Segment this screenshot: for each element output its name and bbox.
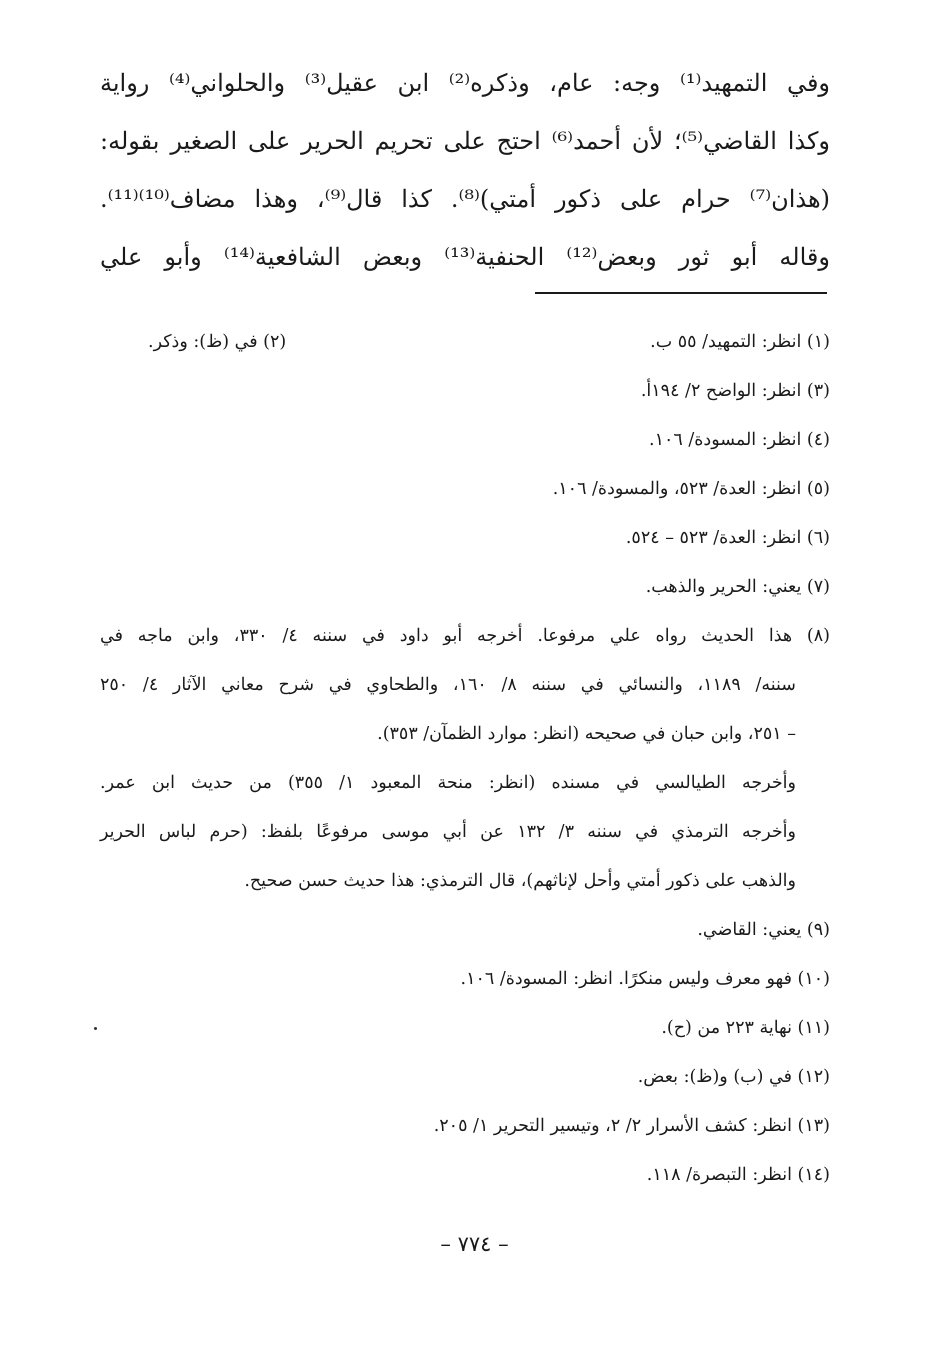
footnote-row <box>100 318 830 367</box>
footnote-3: (٣) انظر: الواضح ٢/ ١٩٤أ. <box>640 381 830 401</box>
footnote-2: (٢) في (ظ): وذكر. <box>148 332 287 352</box>
footnote-8-line: (٨) هذا الحديث رواه علي مرفوعا. أخرجه أبو داود في سننه ٤/ ٣٣٠، وابن ماجه في <box>100 626 830 646</box>
footnote-13: (١٣) انظر: كشف الأسرار ٢/ ٢، وتيسير التحرير ١/ ٢٠٥. <box>433 1116 830 1136</box>
footnote-11: (١١) نهاية ٢٢٣ من (ح). <box>661 1018 830 1038</box>
main-text-line: وقاله أبو ثور وبعض⁽¹²⁾ الحنفية⁽¹³⁾ وبعض الشافعية⁽¹⁴⁾ وأبو علي <box>100 243 830 271</box>
main-text-line: (هذان⁽⁷⁾ حرام على ذكور أمتي)⁽⁸⁾. كذا قال⁽⁹⁾، وهذا مضاف⁽¹⁰⁾⁽¹¹⁾. <box>100 185 830 213</box>
footnote-6: (٦) انظر: العدة/ ٥٢٣ – ٥٢٤. <box>625 528 830 548</box>
main-text-block <box>100 54 830 286</box>
footnote-4: (٤) انظر: المسودة/ ١٠٦. <box>649 430 830 450</box>
footnote-8-line: – ٢٥١، وابن حبان في صحيحه (انظر: موارد الظمآن/ ٣٥٣). <box>377 724 796 744</box>
footnotes-block <box>100 318 830 1200</box>
footnote-8-line: وأخرجه الترمذي في سننه ٣/ ١٣٢ عن أبي موسى مرفوعًا بلفظ: (حرم لباس الحرير <box>100 822 796 842</box>
page-number: – ٧٧٤ – <box>440 1232 509 1256</box>
footnote-1: (١) انظر: التمهيد/ ٥٥ ب. <box>650 332 830 352</box>
footnote-8-line: وأخرجه الطيالسي في مسنده (انظر: منحة المعبود ١/ ٣٥٥) من حديث ابن عمر. <box>100 773 796 793</box>
footnote-8-line: والذهب على ذكور أمتي وأحل لإناثهم)، قال الترمذي: هذا حديث حسن صحيح. <box>244 871 796 891</box>
footnote-8-line: سننه/ ١١٨٩، والنسائي في سننه ٨/ ١٦٠، والطحاوي في شرح معاني الآثار ٤/ ٢٥٠ <box>100 675 796 695</box>
main-text-line: وفي التمهيد⁽¹⁾ وجه: عام، وذكره⁽²⁾ ابن عقيل⁽³⁾ والحلواني⁽⁴⁾ رواية <box>100 69 831 97</box>
footnote-10: (١٠) فهو معرف وليس منكرًا. انظر: المسودة/ ١٠٦. <box>460 969 830 989</box>
main-text-line: وكذا القاضي⁽⁵⁾؛ لأن أحمد⁽⁶⁾ احتج على تحريم الحرير على الصغير بقوله: <box>100 127 830 155</box>
footnote-12: (١٢) في (ب) و(ظ): بعض. <box>637 1067 830 1087</box>
footnote-divider <box>535 292 827 294</box>
footnote-9: (٩) يعني: القاضي. <box>697 920 830 940</box>
footnote-14: (١٤) انظر: التبصرة/ ١١٨. <box>646 1165 830 1185</box>
footnote-7: (٧) يعني: الحرير والذهب. <box>645 577 830 597</box>
footnote-5: (٥) انظر: العدة/ ٥٢٣، والمسودة/ ١٠٦. <box>552 479 830 499</box>
ink-speck <box>94 1027 97 1030</box>
